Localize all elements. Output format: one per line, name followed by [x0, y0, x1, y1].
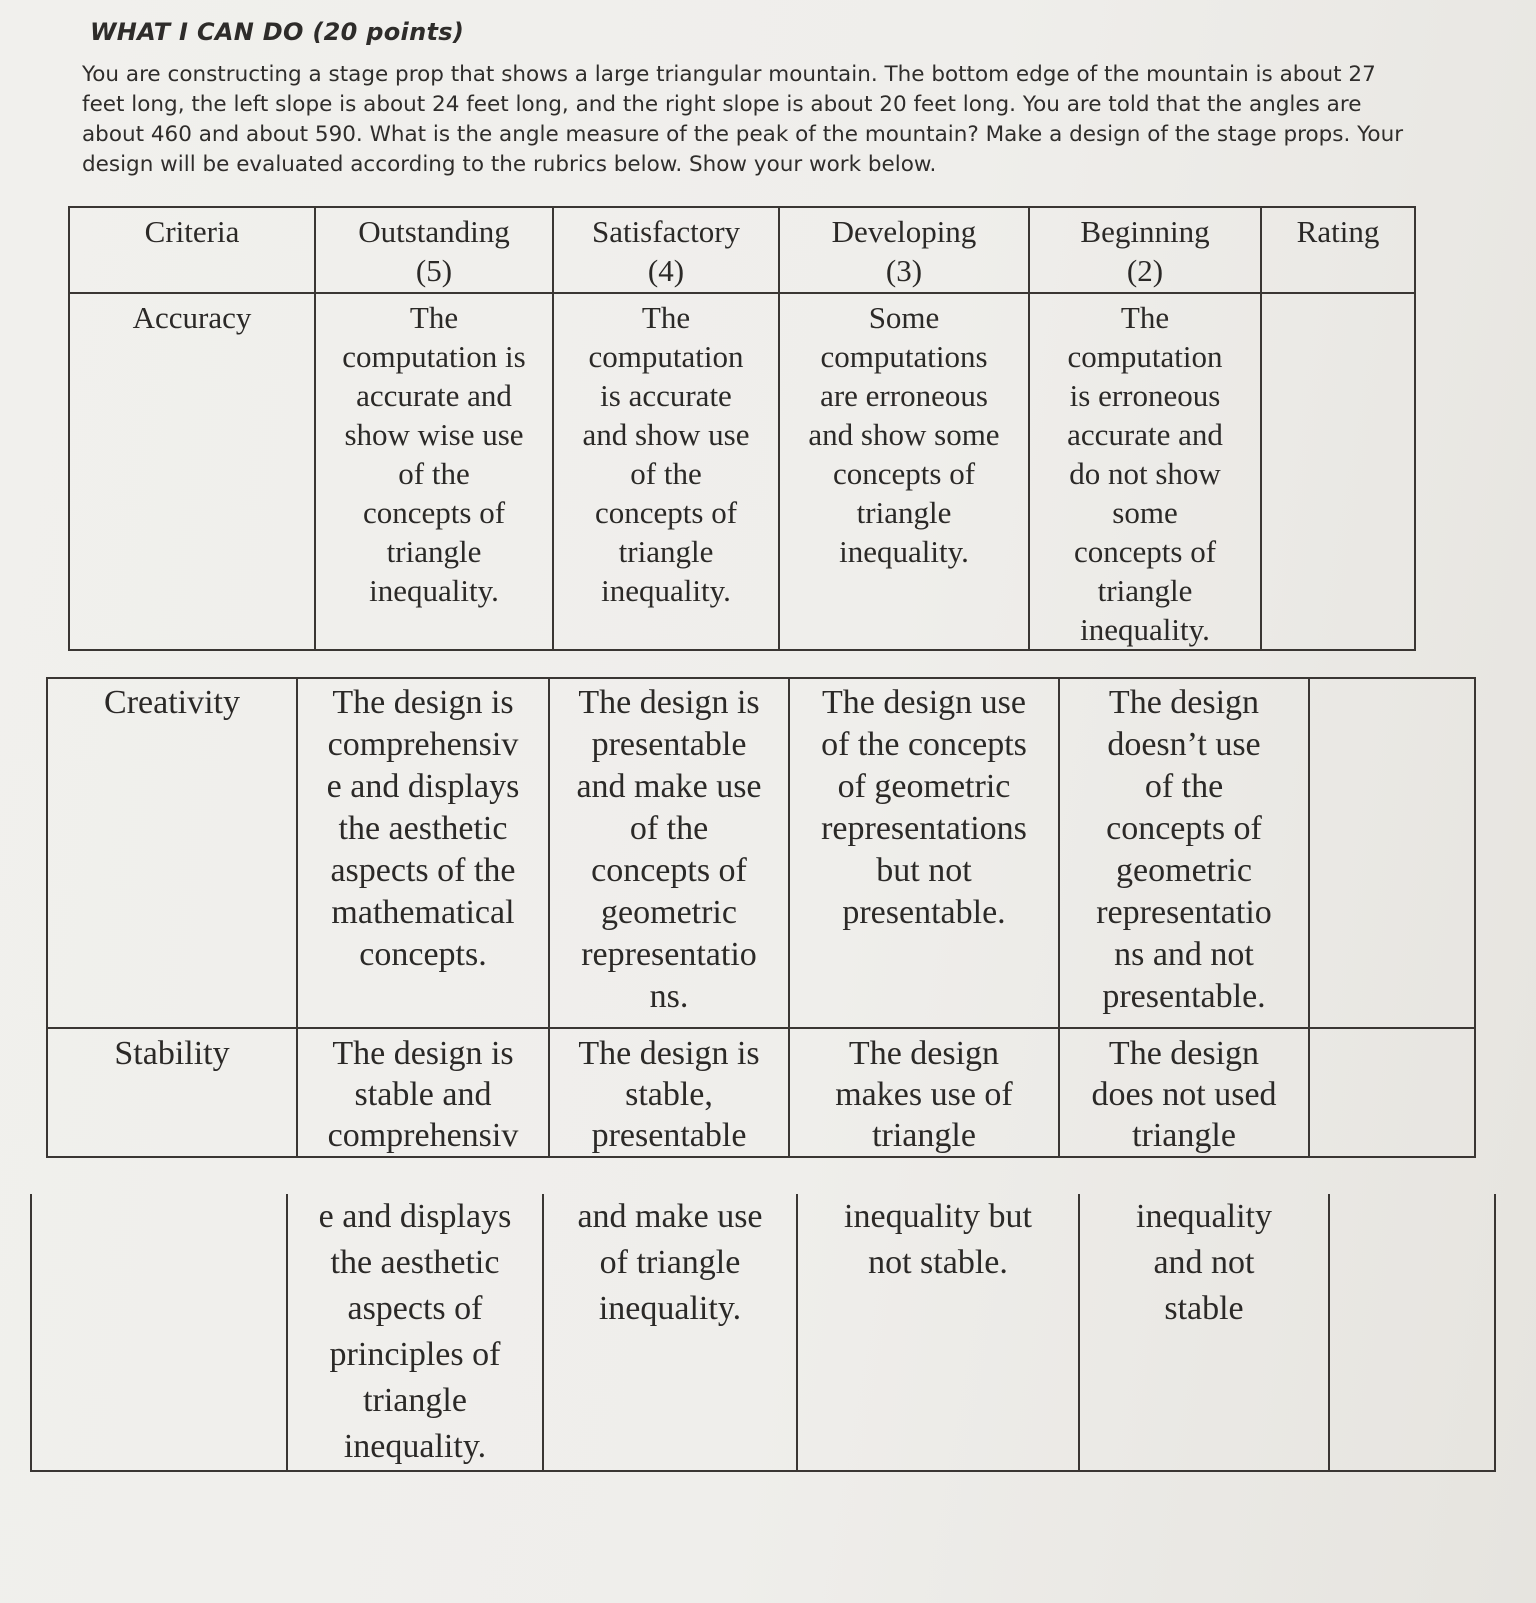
rubric-row-creativity — [47, 678, 1475, 1028]
rubric-row-accuracy — [69, 293, 1415, 650]
creativity-outstanding: The design is comprehensiv e and displays the aesthetic aspects of the mathematical concepts. — [297, 678, 549, 1028]
criteria-stability: Stability — [47, 1028, 297, 1157]
accuracy-rating[interactable] — [1261, 293, 1415, 650]
criteria-accuracy: Accuracy — [69, 293, 315, 650]
creativity-beginning: The design doesn’t use of the concepts of geometric representatio ns and not presentable. — [1059, 678, 1309, 1028]
stability-criteria-continued — [31, 1194, 287, 1471]
stability-outstanding-bottom: e and displays the aesthetic aspects of principles of triangle inequality. — [287, 1194, 543, 1471]
accuracy-beginning: The computation is erroneous accurate and do not show some concepts of triangle inequality. — [1029, 293, 1261, 650]
header-beginning: Beginning (2) — [1029, 207, 1261, 293]
criteria-creativity: Creativity — [47, 678, 297, 1028]
task-instructions: You are constructing a stage prop that shows a large triangular mountain. The bottom edge of the mountain is about 27 feet long, the left slope is about 24 feet long, and the right slope is about 20 feet long. You are told that the angles are about 460 and about 590. What is the angle measure of the peak of the mountain? Make a design of the stage props. Your design will be evaluated according to the rubrics below. Show your work below. — [82, 62, 1404, 177]
rubric-table-lower — [30, 1194, 1496, 1472]
rubric-table-upper — [68, 206, 1416, 651]
rubric-row-stability — [47, 1028, 1475, 1157]
header-developing: Developing (3) — [779, 207, 1029, 293]
header-criteria: Criteria — [69, 207, 315, 293]
creativity-rating[interactable] — [1309, 678, 1475, 1028]
creativity-developing: The design use of the concepts of geometric representations but not presentable. — [789, 678, 1059, 1028]
stability-rating-continued[interactable] — [1329, 1194, 1495, 1471]
stability-satisfactory-bottom: and make use of triangle inequality. — [543, 1194, 797, 1471]
stability-beginning-bottom: inequality and not stable — [1079, 1194, 1329, 1471]
stability-satisfactory-top: The design is stable, presentable — [549, 1028, 789, 1157]
stability-developing-bottom: inequality but not stable. — [797, 1194, 1079, 1471]
stability-developing-top: The design makes use of triangle — [789, 1028, 1059, 1157]
header-satisfactory: Satisfactory (4) — [553, 207, 779, 293]
header-rating: Rating — [1261, 207, 1415, 293]
stability-rating[interactable] — [1309, 1028, 1475, 1157]
rubric-header-row — [69, 207, 1415, 293]
section-heading: WHAT I CAN DO (20 points) — [90, 18, 465, 46]
accuracy-outstanding: The computation is accurate and show wise use of the concepts of triangle inequality. — [315, 293, 553, 650]
rubric-table-middle — [46, 677, 1476, 1158]
creativity-satisfactory: The design is presentable and make use of the concepts of geometric representatio ns. — [549, 678, 789, 1028]
stability-beginning-top: The design does not used triangle — [1059, 1028, 1309, 1157]
rubric-row-stability-continued — [31, 1194, 1495, 1471]
accuracy-developing: Some computations are erroneous and show some concepts of triangle inequality. — [779, 293, 1029, 650]
stability-outstanding-top: The design is stable and comprehensiv — [297, 1028, 549, 1157]
accuracy-satisfactory: The computation is accurate and show use of the concepts of triangle inequality. — [553, 293, 779, 650]
header-outstanding: Outstanding (5) — [315, 207, 553, 293]
